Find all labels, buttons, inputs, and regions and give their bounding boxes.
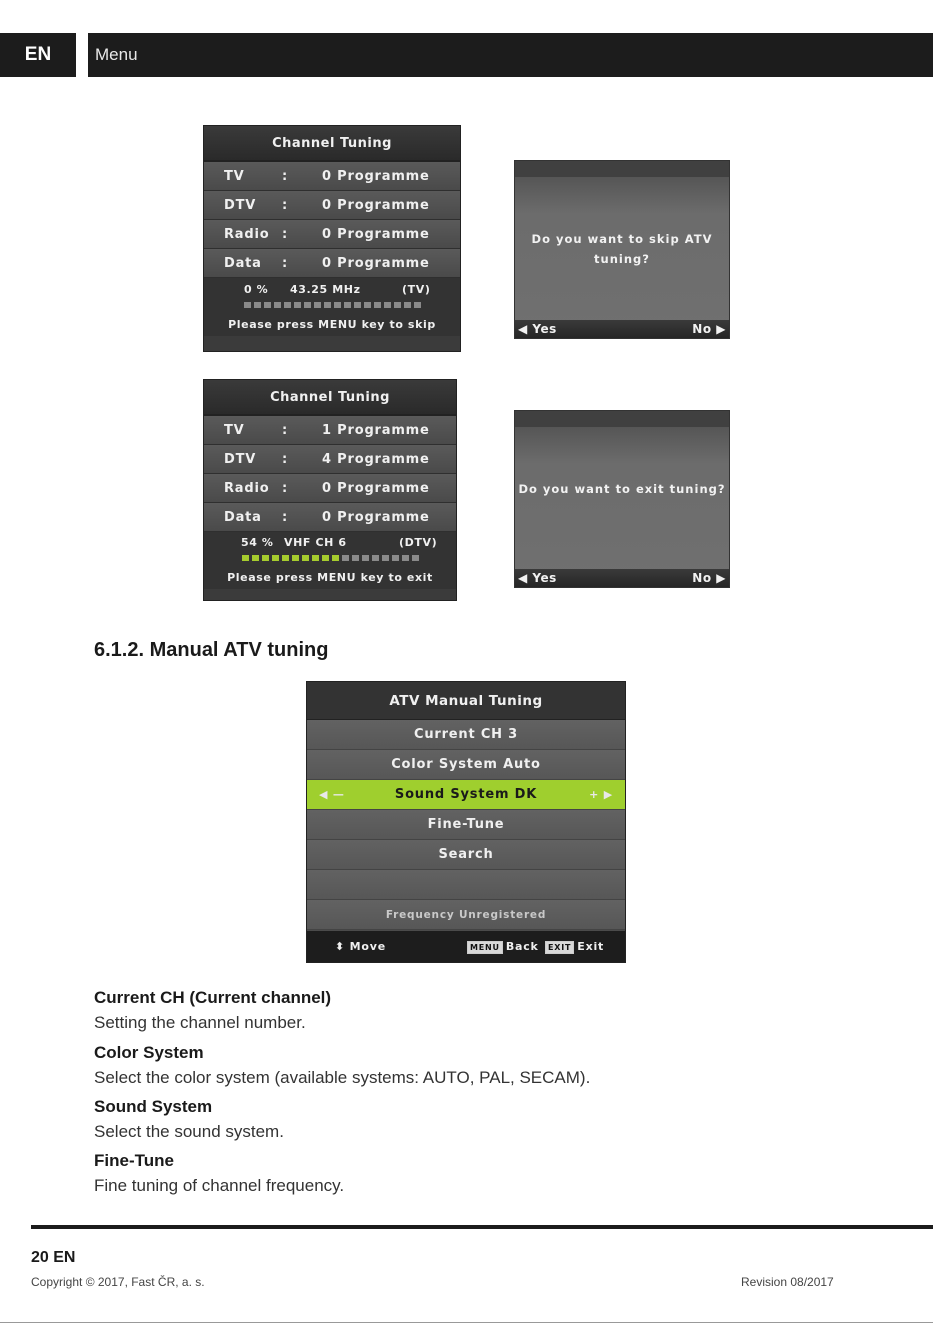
desc-text-color-system: Select the color system (available systems: AUTO, PAL, SECAM). — [94, 1068, 591, 1087]
status-line — [204, 280, 460, 298]
left-arrow-icon: ◀ — [518, 322, 528, 336]
copyright: Copyright © 2017, Fast ČR, a. s. — [31, 1275, 205, 1289]
progress-segment — [324, 302, 331, 308]
tuning-status — [204, 278, 460, 336]
page-number: 20 EN — [31, 1249, 76, 1266]
progress-percent: 54 % — [241, 535, 274, 549]
row-tv: TV : 1 Programme — [204, 416, 456, 445]
hint-text: Please press MENU key to skip — [228, 317, 436, 331]
mode: (TV) — [402, 282, 431, 296]
increase-icon[interactable]: + ▶ — [589, 788, 613, 801]
footer-divider — [31, 1225, 933, 1229]
progress-segment — [274, 302, 281, 308]
dialog-top-bar — [515, 411, 729, 427]
menu-item-search[interactable]: Search — [307, 840, 625, 870]
progress-segment — [284, 302, 291, 308]
progress-segment — [354, 302, 361, 308]
progress-segment — [334, 302, 341, 308]
menu-item-empty — [307, 870, 625, 900]
revision: Revision 08/2017 — [741, 1275, 834, 1289]
menu-item-sound-system[interactable]: ◀ — Sound System DK + ▶ — [307, 780, 625, 810]
desc-heading-fine-tune: Fine-Tune — [94, 1151, 174, 1170]
right-arrow-icon: ▶ — [716, 571, 726, 585]
row-radio: Radio : 0 Programme — [204, 220, 460, 249]
dialog-message: Do you want to exit tuning? — [518, 482, 726, 496]
decrease-icon[interactable]: ◀ — — [319, 788, 345, 801]
row-dtv: DTV : 0 Programme — [204, 191, 460, 220]
dialog-top-bar — [515, 161, 729, 177]
frequency-note: Frequency Unregistered — [307, 900, 625, 930]
progress-segment — [394, 302, 401, 308]
menu-key-icon: MENU — [467, 941, 503, 954]
progress-segment — [374, 302, 381, 308]
progress-segment — [294, 302, 301, 308]
desc-text-current-ch: Setting the channel number. — [94, 1013, 306, 1032]
progress-segment — [242, 555, 249, 561]
progress-segment — [304, 302, 311, 308]
row-tv: TV : 0 Programme — [204, 162, 460, 191]
atv-footer — [307, 931, 625, 962]
exit-hint[interactable]: EXIT Exit — [545, 940, 604, 954]
desc-heading-color-system: Color System — [94, 1043, 204, 1062]
menu-item-fine-tune[interactable]: Fine-Tune — [307, 810, 625, 840]
progress-segment — [272, 555, 279, 561]
progress-segment — [264, 302, 271, 308]
frequency: VHF CH 6 — [284, 535, 347, 549]
channel-tuning-panel-1 — [203, 125, 461, 352]
skip-atv-dialog — [514, 160, 730, 339]
yes-button[interactable]: ◀ Yes — [518, 322, 557, 336]
progress-segment — [392, 555, 399, 561]
atv-manual-tuning-panel — [306, 681, 626, 963]
progress-segment — [254, 302, 261, 308]
progress-segment — [372, 555, 379, 561]
progress-segment — [244, 302, 251, 308]
progress-segment — [314, 302, 321, 308]
progress-bar — [204, 298, 460, 312]
exit-tuning-dialog — [514, 410, 730, 588]
status-line — [204, 533, 456, 551]
move-hint: ⬍ Move — [335, 940, 387, 953]
progress-segment — [312, 555, 319, 561]
no-button[interactable]: No ▶ — [692, 322, 726, 336]
progress-segment — [302, 555, 309, 561]
menu-item-color-system[interactable]: Color System Auto — [307, 750, 625, 780]
progress-segment — [404, 302, 411, 308]
desc-heading-current-ch: Current CH (Current channel) — [94, 988, 332, 1007]
desc-text-sound-system: Select the sound system. — [94, 1122, 284, 1141]
progress-segment — [364, 302, 371, 308]
progress-segment — [352, 555, 359, 561]
panel-title: Channel Tuning — [204, 126, 460, 162]
frequency: 43.25 MHz — [290, 282, 361, 296]
yes-button[interactable]: ◀ Yes — [518, 571, 557, 585]
progress-segment — [322, 555, 329, 561]
progress-segment — [292, 555, 299, 561]
panel-title: ATV Manual Tuning — [307, 682, 625, 720]
dialog-message: Do you want to skip ATV tuning? — [531, 232, 713, 266]
progress-segment — [384, 302, 391, 308]
channel-tuning-panel-2 — [203, 379, 457, 601]
progress-segment — [332, 555, 339, 561]
progress-segment — [414, 302, 421, 308]
hint-text: Please press MENU key to exit — [227, 570, 433, 584]
section-header — [88, 33, 933, 77]
progress-segment — [282, 555, 289, 561]
progress-bar — [204, 551, 456, 565]
desc-heading-sound-system: Sound System — [94, 1097, 213, 1116]
back-hint[interactable]: MENU Back — [467, 940, 545, 954]
page-bottom-line — [0, 1322, 933, 1323]
no-button[interactable]: No ▶ — [692, 571, 726, 585]
section-heading: 6.1.2. Manual ATV tuning — [94, 639, 329, 661]
section-title: Menu — [95, 45, 138, 64]
progress-segment — [362, 555, 369, 561]
dialog-footer — [515, 320, 729, 338]
row-dtv: DTV : 4 Programme — [204, 445, 456, 474]
progress-segment — [252, 555, 259, 561]
panel-title: Channel Tuning — [204, 380, 456, 416]
progress-segment — [342, 555, 349, 561]
progress-segment — [402, 555, 409, 561]
language-tab: EN — [0, 33, 76, 77]
dialog-footer — [515, 569, 729, 587]
exit-key-icon: EXIT — [545, 941, 574, 954]
progress-segment — [412, 555, 419, 561]
left-arrow-icon: ◀ — [518, 571, 528, 585]
tuning-status — [204, 532, 456, 589]
row-data: Data : 0 Programme — [204, 249, 460, 278]
desc-text-fine-tune: Fine tuning of channel frequency. — [94, 1176, 345, 1195]
right-arrow-icon: ▶ — [716, 322, 726, 336]
up-down-icon: ⬍ — [335, 940, 346, 953]
row-radio: Radio : 0 Programme — [204, 474, 456, 503]
progress-segment — [344, 302, 351, 308]
progress-percent: 0 % — [244, 282, 269, 296]
mode: (DTV) — [399, 535, 438, 549]
progress-segment — [382, 555, 389, 561]
menu-item-current-ch[interactable]: Current CH 3 — [307, 720, 625, 750]
progress-segment — [262, 555, 269, 561]
row-data: Data : 0 Programme — [204, 503, 456, 532]
